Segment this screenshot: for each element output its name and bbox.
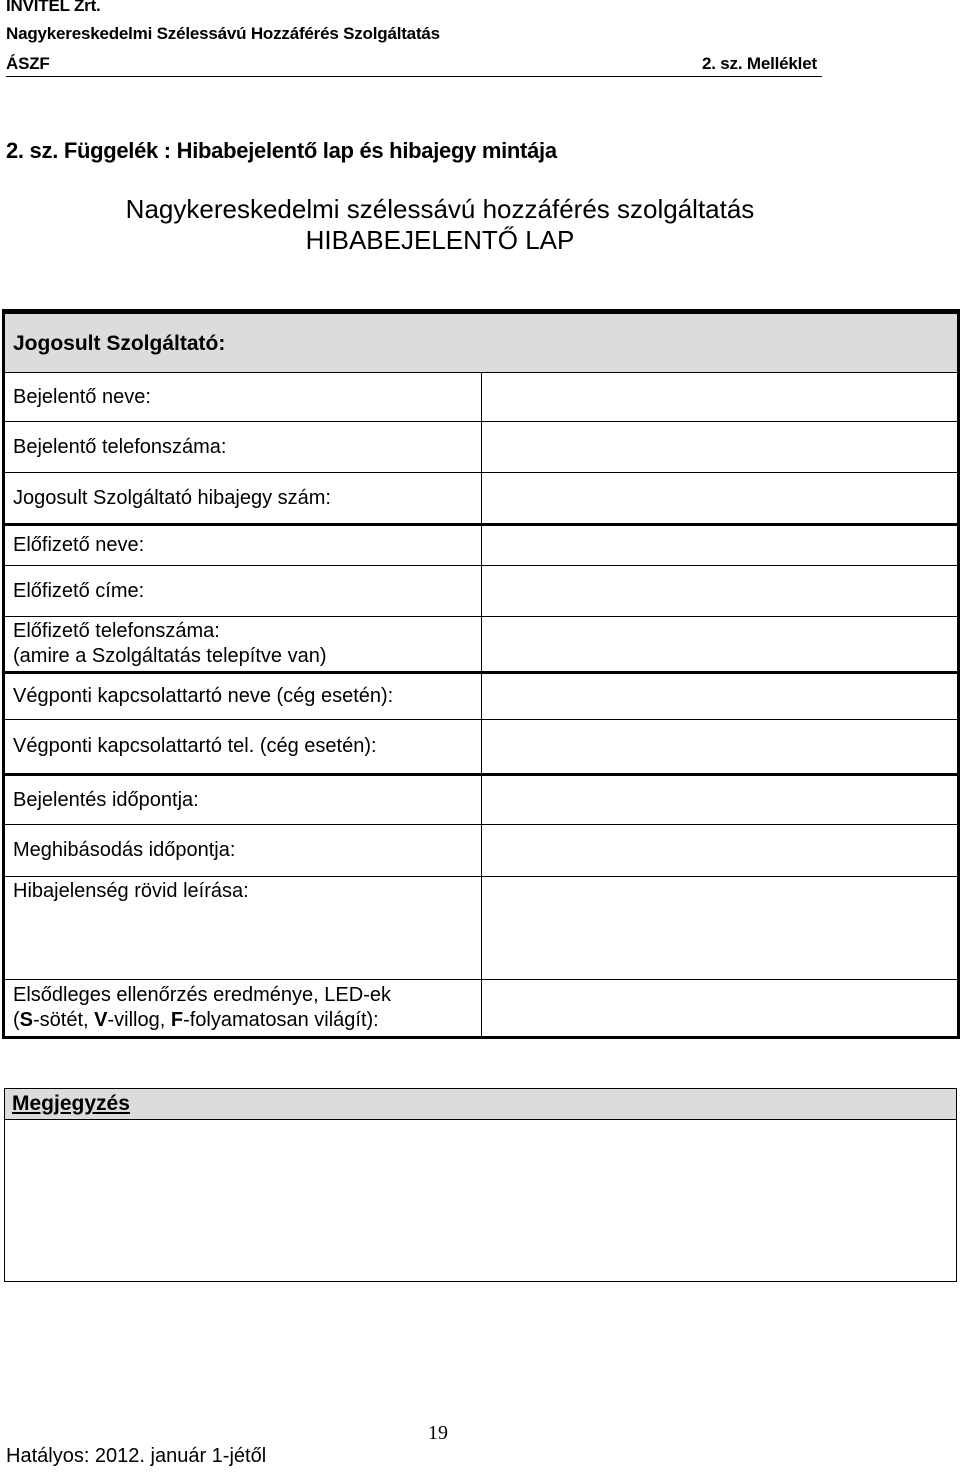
report-time-field[interactable] (481, 775, 958, 825)
subscriber-address-label: Előfizető címe: (5, 566, 482, 617)
document-title: Nagykereskedelmi szélessávú hozzáférés szolgáltatás (125, 194, 755, 224)
annex-title: 2. sz. Függelék : Hibabejelentő lap és hibajegy mintája (6, 138, 557, 163)
page-number: 19 (428, 1422, 448, 1444)
contact-name-label: Végponti kapcsolattartó neve (cég esetén): (5, 673, 482, 720)
form-row (5, 720, 958, 775)
led-text-s: -sötét, (33, 1009, 95, 1031)
reporter-phone-label: Bejelentő telefonszáma: (5, 422, 482, 473)
form-row (5, 422, 958, 473)
form-row (5, 877, 958, 980)
led-text-f: -folyamatosan világít): (183, 1009, 379, 1031)
header-rule (6, 76, 822, 77)
reporter-name-label: Bejelentő neve: (5, 373, 482, 422)
failure-time-label: Meghibásodás időpontja: (5, 825, 482, 877)
notes-box (4, 1088, 957, 1282)
fault-report-form (4, 311, 958, 1037)
contact-name-field[interactable] (481, 673, 958, 720)
form-row (5, 673, 958, 720)
notes-field[interactable] (5, 1120, 956, 1280)
form-row (5, 980, 958, 1037)
form-row (5, 525, 958, 566)
fault-description-field[interactable] (481, 877, 958, 980)
fault-description-label-text: Hibajelenség rövid leírása: (13, 880, 249, 902)
ticket-number-label: Jogosult Szolgáltató hibajegy szám: (5, 473, 482, 525)
document-subtitle: HIBABEJELENTŐ LAP (305, 225, 575, 255)
effective-date: Hatályos: 2012. január 1-jétől (6, 1445, 267, 1467)
subscriber-phone-label (5, 617, 482, 673)
led-code-v: V (94, 1009, 108, 1031)
form-header-row (5, 313, 958, 373)
form-row (5, 473, 958, 525)
document-code: ÁSZF (6, 54, 50, 73)
form-row (5, 566, 958, 617)
contact-phone-label: Végponti kapcsolattartó tel. (cég esetén): (5, 720, 482, 775)
subscriber-address-field[interactable] (481, 566, 958, 617)
led-check-label-line1: Elsődleges ellenőrzés eredménye, LED-ek (13, 984, 391, 1006)
ticket-number-field[interactable] (481, 473, 958, 525)
notes-label: Megjegyzés (12, 1092, 130, 1115)
fault-description-label (5, 877, 482, 980)
contact-phone-field[interactable] (481, 720, 958, 775)
led-code-f: F (170, 1009, 184, 1031)
led-code-s: S (19, 1009, 34, 1031)
form-row (5, 825, 958, 877)
notes-header (5, 1089, 956, 1120)
annex-label: 2. sz. Melléklet (702, 54, 817, 73)
subscriber-name-field[interactable] (481, 525, 958, 566)
service-name: Nagykereskedelmi Szélessávú Hozzáférés Szolgáltatás (6, 24, 440, 43)
led-check-legend: (S-sötét, V-villog, F-folyamatosan világít): (13, 1009, 379, 1031)
reporter-phone-field[interactable] (481, 422, 958, 473)
report-time-label: Bejelentés időpontja: (5, 775, 482, 825)
reporter-name-field[interactable] (481, 373, 958, 422)
form-row (5, 373, 958, 422)
led-text-v: -villog, (107, 1009, 171, 1031)
provider-label: Jogosult Szolgáltató: (5, 313, 958, 373)
subscriber-phone-label-line1: Előfizető telefonszáma: (13, 620, 220, 642)
led-check-label (5, 980, 482, 1037)
failure-time-field[interactable] (481, 825, 958, 877)
subscriber-phone-label-line2: (amire a Szolgáltatás telepítve van) (13, 645, 327, 667)
form-row (5, 775, 958, 825)
form-row (5, 617, 958, 673)
subscriber-name-label: Előfizető neve: (5, 525, 482, 566)
led-check-field[interactable] (481, 980, 958, 1037)
company-name: INVITEL Zrt. (6, 0, 101, 15)
subscriber-phone-field[interactable] (481, 617, 958, 673)
